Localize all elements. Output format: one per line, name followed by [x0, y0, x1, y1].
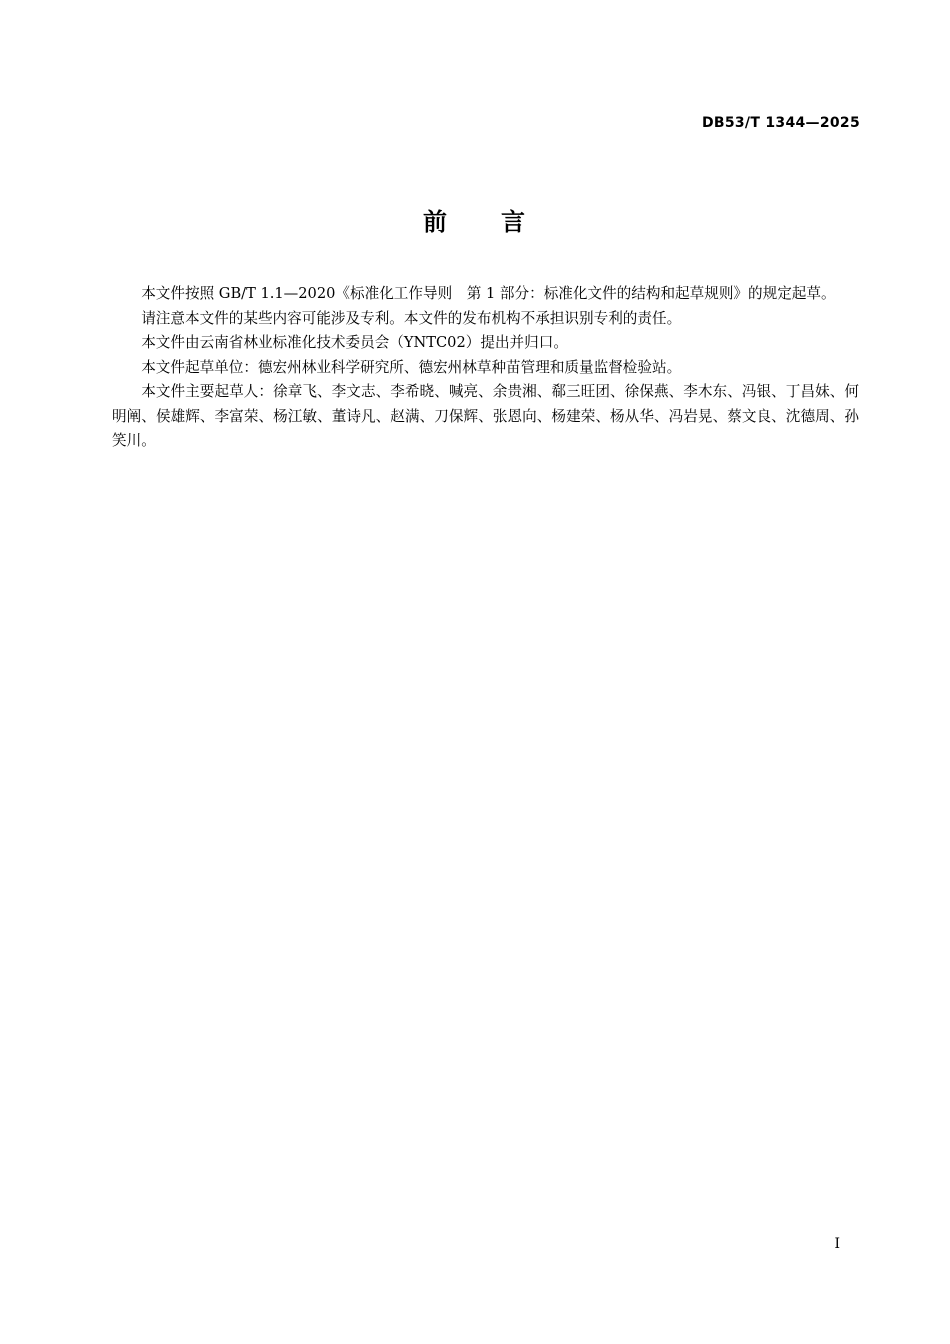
paragraph-proposer: 本文件由云南省林业标准化技术委员会（YNTC02）提出并归口。 [141, 334, 568, 351]
foreword-body [112, 282, 859, 454]
page-number: I [834, 1236, 840, 1252]
paragraph-drafting-units: 本文件起草单位：德宏州林业科学研究所、德宏州林草种苗管理和质量监督检验站。 [141, 358, 682, 376]
standard-code: DB53/T 1344—2025 [701, 115, 860, 131]
paragraph-drafters: 本文件主要起草人：徐章飞、李文志、李希晓、喊亮、余贵湘、郗三旺团、徐保燕、李木东、冯银、丁昌妹、何明阐、侯雄辉、李富荣、杨江敏、董诗凡、赵满、刀保辉、张恩向、杨建荣、杨从华、冯岩晃、蔡文良、沈德周、孙笑川。 [112, 383, 859, 449]
paragraph-patent-notice: 请注意本文件的某些内容可能涉及专利。本文件的发布机构不承担识别专利的责任。 [141, 309, 682, 327]
paragraph-drafting-rules: 本文件按照 GB/T 1.1—2020《标准化工作导则 第 1 部分：标准化文件的结构和起草规则》的规定起草。 [141, 285, 836, 302]
page-title: 前 言 [423, 208, 527, 236]
